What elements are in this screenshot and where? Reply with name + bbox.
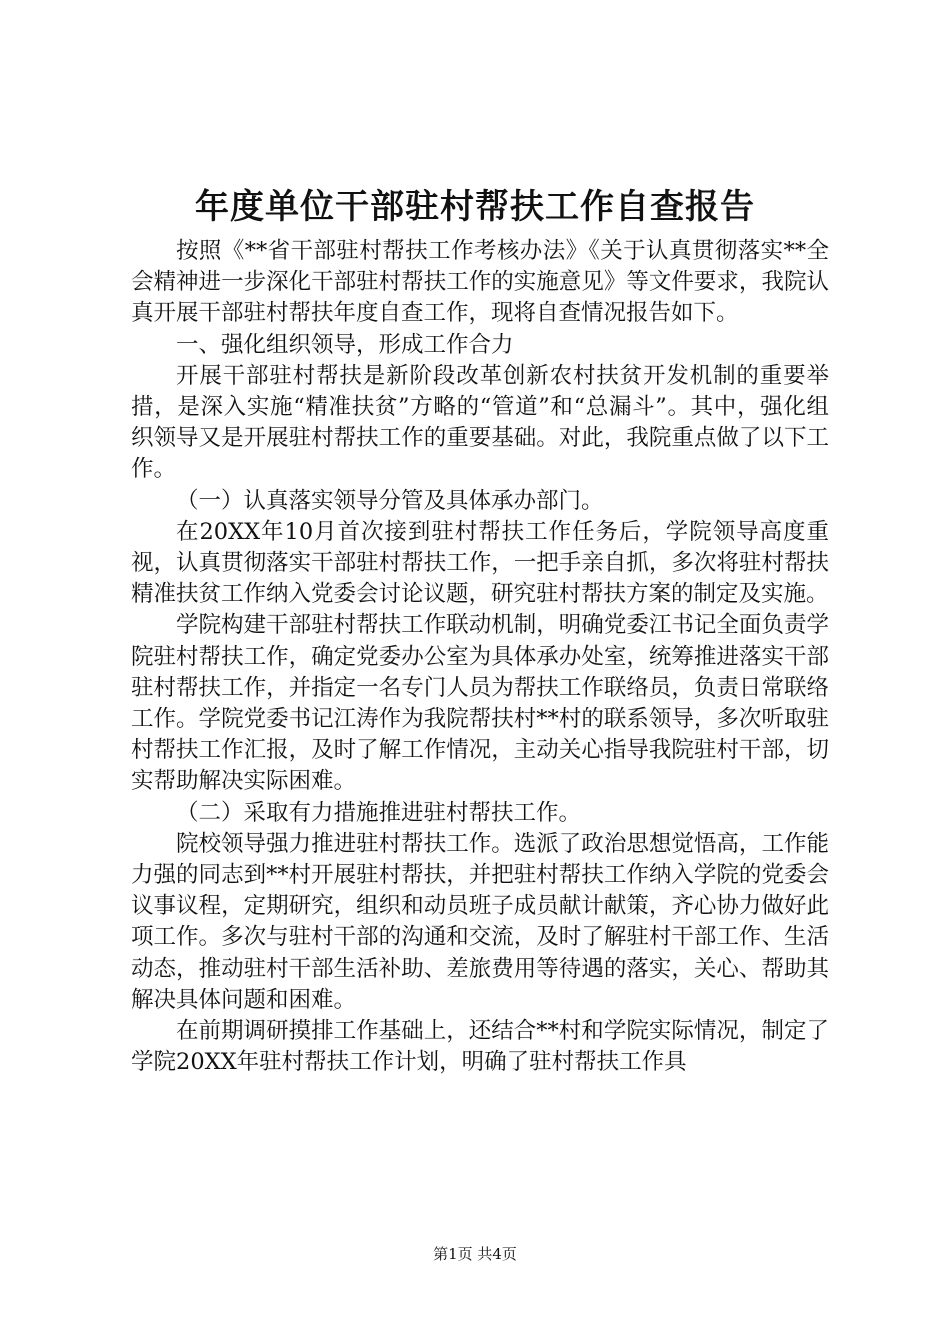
paragraph-leadership: 在20XX年10月首次接到驻村帮扶工作任务后，学院领导高度重视，认真贯彻落实干部驻村帮扶工作，一把手亲自抓，多次将驻村帮扶精准扶贫工作纳入党委会讨论议题，研究驻村帮扶方案的制定及实施。 <box>131 518 829 608</box>
subsection-heading-1: （一）认真落实领导分管及具体承办部门。 <box>176 487 604 514</box>
paragraph-section-1: 开展干部驻村帮扶是新阶段改革创新农村扶贫开发机制的重要举措，是深入实施“精准扶贫”方略的“管道”和“总漏斗”。其中，强化组织领导又是开展驻村帮扶工作的重要基础。对此，我院重点做了以下工作。 <box>131 362 829 483</box>
paragraph-plan: 在前期调研摸排工作基础上，还结合**村和学院实际情况，制定了学院20XX年驻村帮扶工作计划，明确了驻村帮扶工作具 <box>131 1018 829 1076</box>
page-footer: 第1页 共4页 <box>433 1245 517 1263</box>
paragraph-measures: 院校领导强力推进驻村帮扶工作。选派了政治思想觉悟高，工作能力强的同志到**村开展驻村帮扶，并把驻村帮扶工作纳入学院的党委会议事议程，定期研究，组织和动员班子成员献计献策，齐心协力做好此项工作。多次与驻村干部的沟通和交流，及时了解驻村干部工作、生活动态，推动驻村干部生活补助、差旅费用等待遇的落实，关心、帮助其解决具体问题和困难。 <box>131 830 829 1013</box>
paragraph-intro: 按照《**省干部驻村帮扶工作考核办法》《关于认真贯彻落实**全会精神进一步深化干部驻村帮扶工作的实施意见》等文件要求，我院认真开展干部驻村帮扶年度自查工作，现将自查情况报告如下。 <box>131 238 829 327</box>
document-body <box>131 236 829 1078</box>
paragraph-mechanism: 学院构建干部驻村帮扶工作联动机制，明确党委江书记全面负责学院驻村帮扶工作，确定党委办公室为具体承办处室，统筹推进落实干部驻村帮扶工作，并指定一名专门人员为帮扶工作联络员，负责日常联络工作。学院党委书记江涛作为我院帮扶村**村的联系领导，多次听取驻村帮扶工作汇报，及时了解工作情况，主动关心指导我院驻村干部，切实帮助解决实际困难。 <box>131 612 829 795</box>
subsection-heading-2: （二）采取有力措施推进驻村帮扶工作。 <box>176 799 582 826</box>
document-title: 年度单位干部驻村帮扶工作自查报告 <box>195 187 755 227</box>
section-heading-1: 一、强化组织领导，形成工作合力 <box>176 331 514 358</box>
